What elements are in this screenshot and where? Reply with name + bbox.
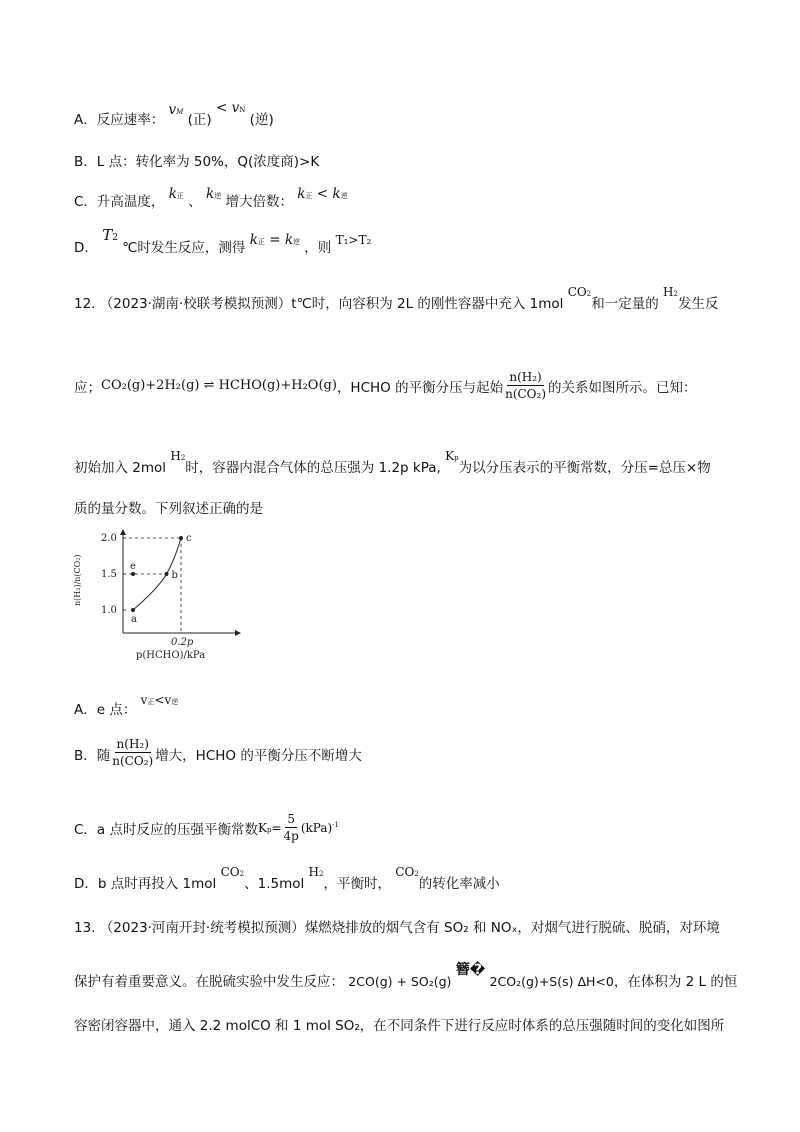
reaction-equation: CO₂(g)+2H₂(g) ⇌ HCHO(g)+H₂O(g) [101, 378, 337, 393]
kp-denominator: 4p [283, 829, 299, 843]
h2-formula-2: H2 [170, 449, 186, 463]
q12-option-d [74, 865, 500, 892]
option-d-mid2: ，平衡时， [323, 876, 391, 892]
products: 2CO₂(g)+S(s) ΔH<0 [489, 974, 614, 989]
q13-text-1: 煤燃烧排放的烟气含有 SO₂ 和 NOₓ，对烟气进行脱硫、脱硝，对环境 [304, 920, 720, 936]
option-b-text: 增大，HCHO 的平衡分压不断增大 [155, 748, 362, 764]
q13-line2 [74, 962, 738, 991]
q11-option-a [74, 100, 274, 128]
option-d-mid1: 、1.5mol [244, 876, 305, 892]
k-forward: k正 [168, 186, 184, 202]
data-point-b [165, 572, 169, 576]
h2-formula: H2 [663, 285, 678, 299]
fraction-numerator-b: n(H₂) [116, 737, 149, 751]
data-point-a [131, 608, 135, 612]
q12-text-1c: 发生反 [677, 296, 719, 312]
y-tick-label-1: 1.5 [101, 569, 117, 580]
option-d-text1: ℃时发生反应，测得 [122, 240, 246, 256]
x-tick-label-0: 0.2p [171, 637, 194, 648]
q12-text-2b: ，HCHO 的平衡分压与起始 [336, 379, 504, 396]
q12-line2 [74, 370, 697, 401]
ratio-pressure-chart [68, 526, 248, 664]
co2-formula: CO2 [567, 285, 592, 299]
question-number-13: 13. [74, 920, 96, 936]
forward-label: (正) [187, 112, 212, 128]
q12-option-c [74, 812, 339, 843]
kp-unit: (kPa)$^{-1}$ [300, 820, 339, 835]
fraction-numerator: n(H₂) [509, 370, 542, 384]
q13-text-2b: ，在体积为 2 L 的恒 [613, 974, 738, 990]
q12-text-3b: 时，容器内混合气体的总压强为 1.2p kPa, [185, 460, 441, 476]
option-a-prefix: A．反应速率： [74, 112, 165, 128]
q12-line3 [74, 449, 711, 476]
kp-fraction [282, 812, 301, 843]
point-label-c: c [186, 533, 192, 544]
y-tick-label-2: 1.0 [101, 605, 117, 616]
option-c-mid: 增大倍数： [225, 194, 293, 210]
q12-text-3a: 初始加入 2mol [74, 460, 167, 476]
q11-option-b: B．L 点：转化率为 50%，Q(浓度商)>K [74, 154, 320, 170]
t2-symbol: T2 [102, 226, 118, 244]
less-than: < vN [216, 100, 246, 116]
data-point-e [131, 572, 135, 576]
point-label-e: e [130, 561, 136, 572]
q13-line3: 容密闭容器中，通入 2.2 molCO 和 1 mol SO₂，在不同条件下进行反应时体系的总压强随时间的变化如图所 [74, 1018, 725, 1034]
question-source: （2023·湖南·校联考模拟预测） [99, 296, 292, 312]
q12-text-1a: t℃时，向容积为 2L 的刚性容器中充入 1mol [291, 296, 564, 312]
option-b-prefix: B．随 [74, 748, 111, 764]
k-equality: k正 = k逆 [249, 232, 300, 248]
v-m: vM [168, 102, 184, 118]
q12-option-a [74, 693, 179, 718]
separator: 、 [188, 194, 202, 210]
q12-text-2c: 的关系如图所示。已知： [548, 379, 697, 396]
kp-symbol: Kp [445, 449, 459, 463]
q12-option-b [74, 733, 362, 768]
q13-text-2a: 保护有着重要意义。在脱硫实验中发生反应： [74, 974, 344, 990]
point-label-a: a [131, 614, 137, 625]
fraction-denominator-b: n(CO₂) [112, 754, 154, 768]
y-axis-label: n(H₂)/n(CO₂) [73, 554, 82, 606]
reverse-label: (逆) [249, 112, 274, 128]
fraction-denominator: n(CO₂) [505, 387, 547, 401]
k-inequality: k正 < k逆 [297, 186, 348, 202]
q12-line1 [74, 285, 719, 312]
temperature-relation: T₁>T₂ [335, 233, 372, 247]
option-a-prefix-2: A．e 点： [74, 702, 137, 718]
kp-symbol-c: Kp= [258, 820, 282, 835]
question-number: 12. [74, 296, 96, 312]
q12-text-2a: 应； [74, 379, 101, 396]
y-tick-label-0: 2.0 [101, 533, 117, 544]
velocity-comparison: v正<v逆 [140, 693, 179, 707]
k-reverse: k逆 [206, 186, 222, 202]
option-d-end: 的转化率减小 [418, 876, 500, 892]
option-d-prefix: D． [74, 240, 98, 256]
question-source-13: （2023·河南开封·统考模拟预测） [99, 920, 305, 936]
option-c-prefix: C．升高温度， [74, 194, 165, 210]
x-axis-label: p(HCHO)/kPa [136, 650, 206, 661]
kp-numerator: 5 [287, 812, 295, 826]
option-c-prefix-2: C．a 点时反应的压强平衡常数 [74, 821, 258, 838]
q11-option-c [74, 186, 348, 210]
ratio-fraction [503, 370, 548, 401]
reactants: 2CO(g) + SO₂(g) [348, 974, 452, 989]
q12-text-3c: 为以分压表示的平衡常数，分压=总压×物 [458, 460, 711, 476]
q12-line4: 质的量分数。下列叙述正确的是 [74, 501, 263, 517]
co2-formula-d2: CO2 [395, 865, 419, 879]
h2-formula-d: H2 [308, 865, 324, 879]
co2-formula-d1: CO2 [220, 865, 245, 879]
q11-option-d [74, 226, 372, 256]
q13-line1 [74, 916, 720, 936]
point-label-b: b [171, 570, 178, 581]
data-point-c [179, 536, 183, 540]
equilibrium-symbol: 簪� [455, 962, 486, 978]
option-d-text2: ，则 [304, 240, 332, 256]
option-d-prefix-2: D．b 点时再投入 1mol [74, 876, 217, 892]
ratio-fraction-b [110, 737, 155, 768]
q12-text-1b: 和一定量的 [591, 296, 659, 312]
